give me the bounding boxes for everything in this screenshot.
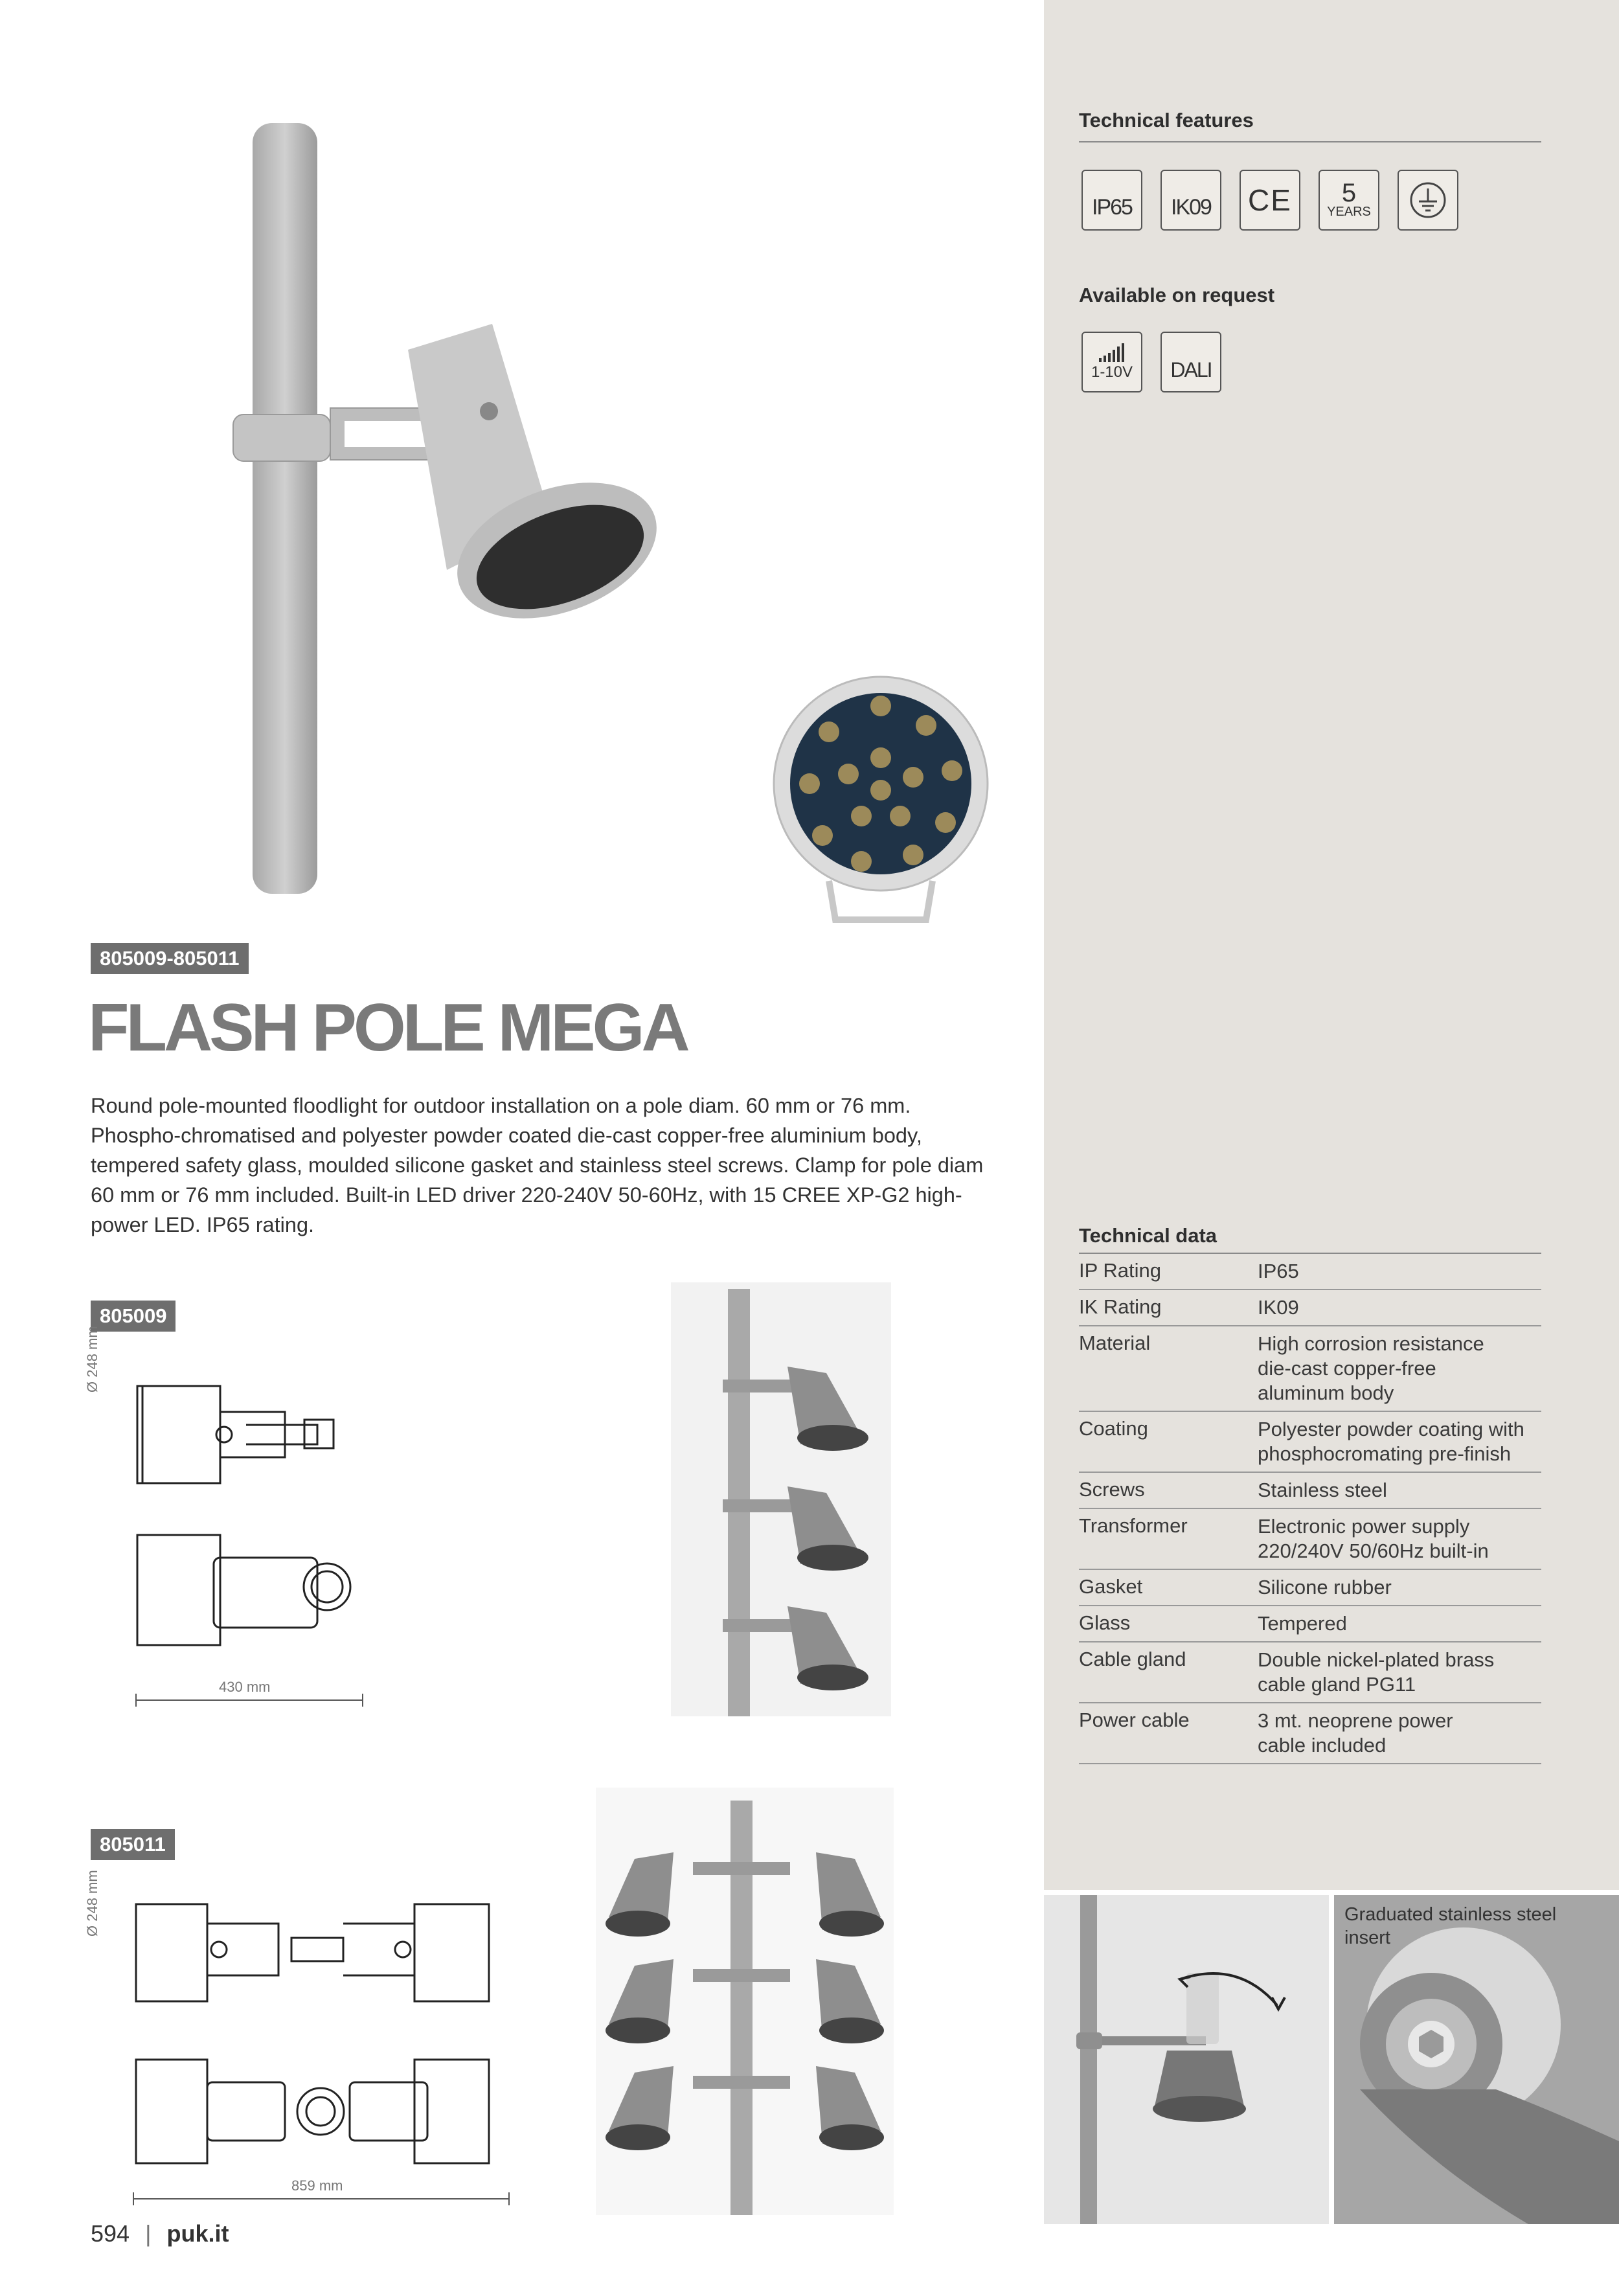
warranty-5-years-icon: 5 YEARS xyxy=(1319,170,1379,231)
row-key: Gasket xyxy=(1079,1575,1143,1598)
table-row xyxy=(1079,1473,1541,1509)
footer xyxy=(91,2220,229,2247)
available-on-request-title: Available on request xyxy=(1079,284,1275,306)
table-row xyxy=(1079,1606,1541,1642)
row-key: Cable gland xyxy=(1079,1648,1186,1670)
tilt-rotation-photo xyxy=(1044,1895,1329,2224)
technical-features-title: Technical features xyxy=(1079,109,1254,131)
technical-data-title: Technical data xyxy=(1079,1224,1217,1247)
row-key: IP Rating xyxy=(1079,1259,1161,1282)
code-range-badge: 805009-805011 xyxy=(91,943,249,974)
row-value: Silicone rubber xyxy=(1258,1576,1392,1598)
variant-code-badge: 805011 xyxy=(91,1829,175,1860)
dali-icon: DALI xyxy=(1160,332,1221,392)
row-value: Polyester powder coating with phosphocromating pre-finish xyxy=(1258,1418,1524,1465)
table-row xyxy=(1079,1412,1541,1473)
double-pole-stack-photo xyxy=(596,1788,894,2215)
product-title: FLASH POLE MEGA xyxy=(88,990,687,1065)
row-value: Double nickel-plated brass cable gland PG11 xyxy=(1258,1648,1495,1696)
row-value: IK09 xyxy=(1258,1296,1299,1319)
row-key: Transformer xyxy=(1079,1514,1188,1537)
table-row xyxy=(1079,1642,1541,1703)
row-value: IP65 xyxy=(1258,1260,1299,1282)
table-row xyxy=(1079,1254,1541,1290)
ip65-icon: IP65 xyxy=(1081,170,1142,231)
variant-code-badge: 805009 xyxy=(91,1301,175,1332)
table-row xyxy=(1079,1509,1541,1570)
single-floodlight-drawing xyxy=(117,1373,376,1710)
page-number: 594 xyxy=(91,2220,130,2247)
width-label: 430 mm xyxy=(219,1679,271,1695)
product-description: Round pole-mounted floodlight for outdoor installation on a pole diam. 60 mm or 76 mm. Phospho-chromatised and polyester powder coated die-cast copper-free aluminium body, tempered safety glass, moulded silicone gasket and stainless steel screws. Clamp for pole diam 60 mm or 76 mm included. Built-in LED driver 220-240V 50-60Hz, with 15 CREE XP-G2 high-power LED. IP65 rating. xyxy=(91,1094,984,1236)
detail-photos-area xyxy=(1044,1890,1619,2296)
earth-ground-icon xyxy=(1398,170,1458,231)
technical-data-table xyxy=(1079,1254,1541,1764)
dimmer-1-10v-icon: 1-10V xyxy=(1081,332,1142,392)
row-value: Tempered xyxy=(1258,1612,1347,1635)
technical-features-rule xyxy=(1079,141,1541,142)
table-row xyxy=(1079,1290,1541,1326)
row-value: Electronic power supply 220/240V 50/60Hz built-in xyxy=(1258,1515,1489,1562)
table-row xyxy=(1079,1703,1541,1764)
row-key: Glass xyxy=(1079,1611,1131,1634)
row-key: IK Rating xyxy=(1079,1295,1162,1318)
insert-caption: Graduated stainless steel insert xyxy=(1344,1904,1557,1948)
ce-mark-icon: CE xyxy=(1240,170,1300,231)
table-row xyxy=(1079,1326,1541,1412)
table-row xyxy=(1079,1570,1541,1606)
double-floodlight-drawing xyxy=(123,1898,525,2209)
row-key: Screws xyxy=(1079,1478,1145,1501)
row-key: Power cable xyxy=(1079,1709,1190,1731)
footer-separator: | xyxy=(145,2220,152,2247)
diameter-label: Ø 248 mm xyxy=(84,1870,100,1937)
row-value: Stainless steel xyxy=(1258,1479,1387,1501)
width-label: 859 mm xyxy=(291,2177,343,2194)
diameter-label: Ø 248 mm xyxy=(84,1326,100,1392)
site-link[interactable]: puk.it xyxy=(166,2220,229,2247)
row-value: 3 mt. neoprene power cable included xyxy=(1258,1709,1453,1756)
ik09-icon: IK09 xyxy=(1160,170,1221,231)
row-value: High corrosion resistance die-cast copper-free aluminum body xyxy=(1258,1332,1484,1404)
row-key: Coating xyxy=(1079,1417,1148,1440)
single-pole-stack-photo xyxy=(671,1282,891,1716)
front-view-photo xyxy=(764,667,997,926)
product-main-photo xyxy=(194,117,680,894)
row-key: Material xyxy=(1079,1332,1151,1354)
